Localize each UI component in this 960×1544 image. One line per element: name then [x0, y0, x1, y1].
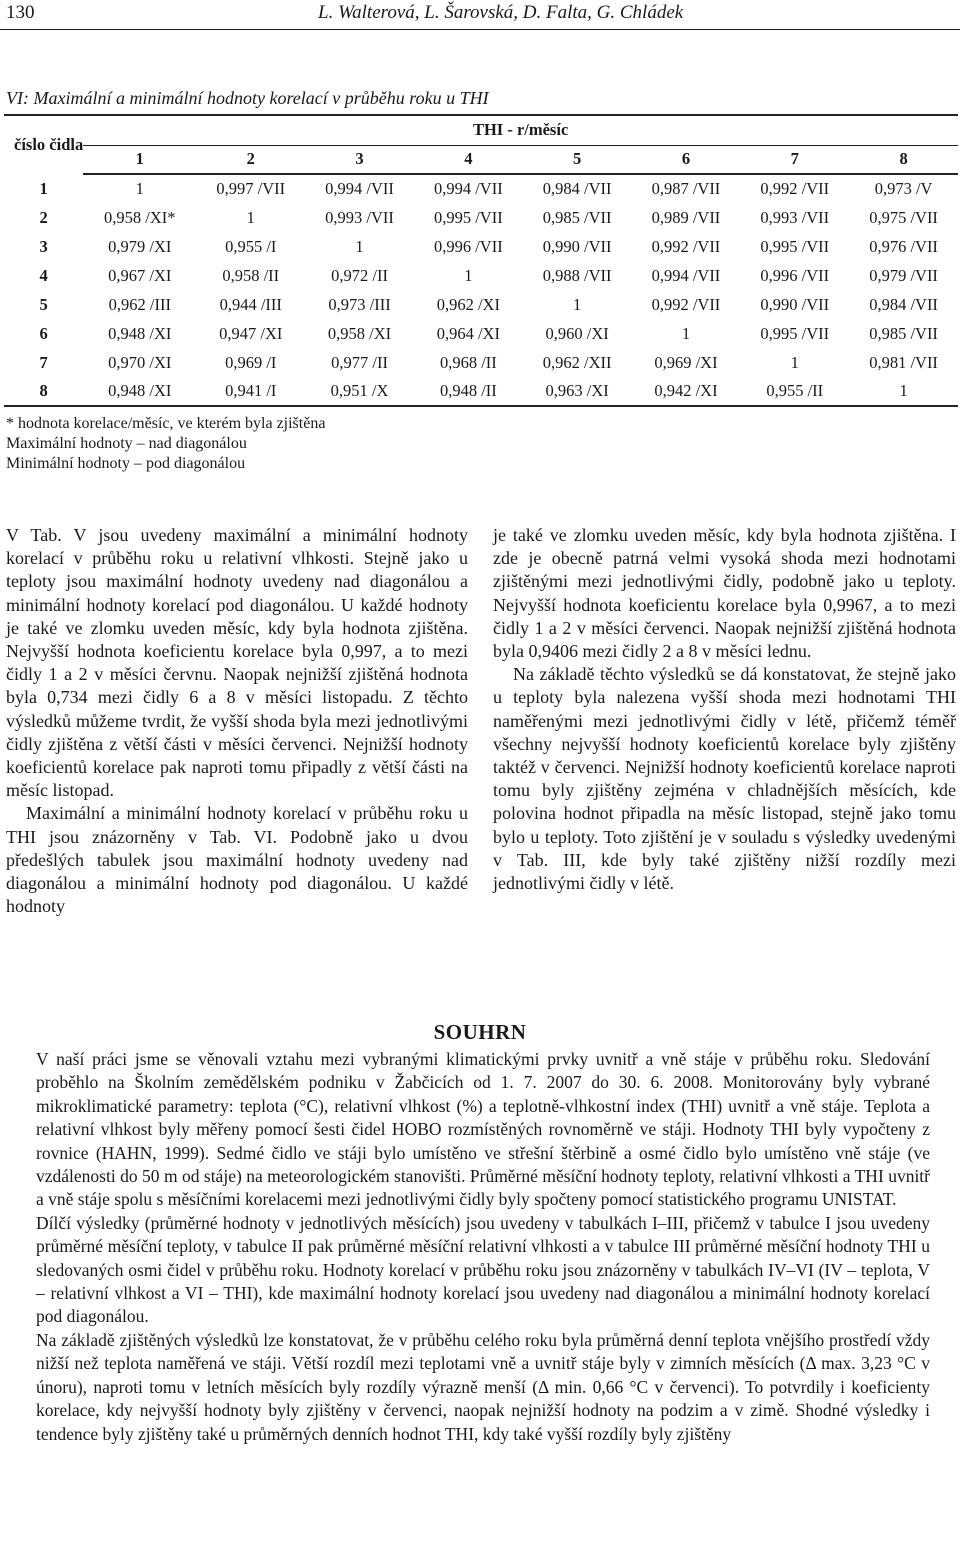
note-footnote: * hodnota korelace/měsíc, ve kterém byla zjištěna	[6, 415, 326, 432]
table-cell: 1	[464, 265, 473, 285]
row-header: 2	[39, 207, 48, 227]
column-header: 6	[632, 145, 741, 174]
page-header	[0, 0, 960, 30]
table-cell: 1	[246, 207, 255, 227]
paragraph: je také ve zlomku uveden měsíc, kdy byla hodnota zjištěna. I zde je obecně patrná velmi vysoká shoda mezi hodnotami zjištěnými mezi jednotlivými čidly, podobně jako u teploty. Nejvyšší hodnota koeficientu korelace byla 0,9967, a to mezi čidly 1 a 2 v měsíci červenci. Naopak nejnižší zjištěná hodnota byla 0,9406 mezi čidly 2 a 8 v měsíci lednu.	[493, 525, 956, 662]
table-caption: VI: Maximální a minimální hodnoty korelací v průběhu roku u THI	[6, 88, 489, 108]
column-header: 4	[414, 145, 523, 174]
table-row	[4, 174, 958, 203]
row-header: 1	[39, 178, 48, 198]
table-cell: 0,984 /VII	[869, 294, 938, 314]
row-header: 8	[4, 377, 83, 406]
table-cell: 0,996 /VII	[433, 236, 503, 256]
paragraph: V naší práci jsme se věnovali vztahu mezi vybranými klimatickými prvky uvnitř a vně stáje v průběhu roku. Sledování proběhlo na Školním zemědělském podniku v Žabčicích od 1. 7. 2007 do 30. 6. 2008. Monitorovány byly vybrané mikroklimatické parametry: teplota (°C), relativní vlhkost (%) a teplotně-vlhkostní index (THI) uvnitř a vně stáje. Teplota a relativní vlhkost byly měřeny pomocí šesti čidel HOBO rozmístěných rovnoměrně ve stáji. Hodnoty THI byly vypočteny z rovnice (HAHN, 1999). Sedmé čidlo ve stáji bylo umístěno ve střešní štěrbině a osmé čidlo bylo umístěno vně stáje (ve vzdálenosti do 50 m od stáje) na meteorologickém stanovišti. Průměrné měsíční hodnoty teploty, relativní vlhkosti a THI uvnitř a vně stáje spolu s měsíčními korelacemi mezi jednotlivými čidly byly spočteny pomocí statistického programu UNISTAT.	[36, 1049, 930, 1210]
paragraph: Na základě zjištěných výsledků lze konstatovat, že v průběhu celého roku byla průměrná denní teplota vnějšího prostředí vždy nižší než teplota naměřená ve stáji. Větší rozdíl mezi teplotami vně a uvnitř stáje byly v zimních měsících (Δ max. 3,23 °C v únoru), naproti tomu v letních měsících byly rozdíly výrazně menší (Δ min. 0,66 °C v červenci). To potvrdily i koeficienty korelace, kdy nejvyšší hodnoty byly zjištěny v červenci, naopak nejnižší hodnoty na podzim a v zimě. Shodné výsledky i tendence byly zjištěny také u průměrných denních hodnot THI, kdy také vyšší rozdíly byly zjištěny	[36, 1329, 930, 1444]
table-cell: 1	[681, 323, 691, 343]
table-cell: 0,993 /VII	[760, 207, 830, 227]
table-cell: 0,994 /VII	[651, 265, 721, 285]
table-row	[4, 261, 958, 290]
table-notes	[6, 414, 325, 474]
column-header-row	[4, 145, 958, 174]
table-row	[4, 232, 958, 261]
table-cell: 0,958 /II	[222, 265, 280, 285]
column-header: 3	[305, 145, 414, 174]
table-cell: 0,990 /VII	[760, 294, 830, 314]
column-header: 2	[196, 145, 305, 174]
body-column-right	[493, 524, 956, 895]
table-cell: 0,981 /VII	[869, 352, 938, 372]
table-cell: 0,989 /VII	[651, 207, 721, 227]
table-cell: 0,970 /XI	[108, 352, 172, 372]
note-minimum: Minimální hodnoty – pod diagonálou	[6, 455, 246, 472]
table-cell: 0,997 /VII	[216, 179, 286, 198]
table-cell: 0,979 /VII	[869, 265, 938, 285]
table-cell: 1	[573, 294, 582, 314]
table-cell: 0,976 /VII	[869, 236, 938, 256]
table-cell: 0,960 /XI	[545, 323, 609, 343]
table-cell: 0,992 /VII	[651, 236, 721, 256]
table-cell: 0,948 /XI	[108, 323, 172, 343]
table-cell: 0,988 /VII	[542, 265, 612, 285]
table-cell: 0,951 /X	[305, 377, 414, 406]
row-header: 7	[39, 352, 48, 372]
column-header: 7	[740, 145, 849, 174]
table-cell: 0,955 /I	[225, 236, 277, 256]
table-cell: 0,969 /XI	[654, 352, 718, 372]
table-cell: 0,973 /III	[328, 294, 391, 314]
column-header: 5	[523, 145, 632, 174]
page-number: 130	[6, 2, 35, 23]
souhrn-section	[36, 1048, 930, 1446]
table-cell: 0,972 /II	[331, 265, 388, 285]
paragraph: Maximální a minimální hodnoty korelací v průběhu roku u THI jsou znázorněny v Tab. VI. Podobně jako u dvou předešlých tabulek jsou maximální hodnoty uvedeny nad diagonálou a minimální hodnoty pod diagonálou. U každé hodnoty	[6, 803, 468, 917]
table-cell: 0,948 /XI	[83, 377, 196, 406]
table-cell: 0,995 /VII	[433, 207, 503, 227]
table-cell: 0,977 /II	[331, 352, 388, 372]
row-header: 6	[39, 323, 48, 343]
table-cell: 0,985 /VII	[542, 207, 612, 227]
table-row	[4, 290, 958, 319]
paragraph: Dílčí výsledky (průměrné hodnoty v jednotlivých měsících) jsou uvedeny v tabulkách I–III, přičemž v tabulce I jsou uvedeny průměrné měsíční teploty, v tabulce II pak průměrné měsíční relativní vlhkosti a v tabulce III průměrné měsíční hodnoty THI u sledovaných osmi čidel v průběhu roku. Hodnoty korelací v průběhu roku jsou znázorněny v tabulkách IV–VI (IV – teplota, V – relativní vlhkost a VI – THI), kde maximální hodnoty korelací jsou uvedeny nad diagonálou a minimální hodnoty korelací pod diagonálou.	[36, 1212, 930, 1327]
table-cell: 0,995 /VII	[760, 236, 830, 256]
running-head: L. Walterová, L. Šarovská, D. Falta, G. Chládek	[318, 2, 684, 23]
row-header: 4	[39, 265, 48, 285]
row-header: 3	[39, 236, 48, 256]
table-cell: 0,968 /II	[439, 352, 497, 372]
table-cell: 0,958 /XI*	[104, 207, 176, 227]
note-maximum: Maximální hodnoty – nad diagonálou	[6, 435, 247, 452]
table-cell: 0,963 /XI	[523, 377, 632, 406]
table-cell: 0,967 /XI	[108, 265, 172, 285]
row-header: 5	[39, 294, 48, 314]
table-cell: 0,973 /V	[874, 179, 933, 198]
corner-header: číslo čidla	[4, 115, 83, 174]
table-row	[4, 377, 958, 406]
column-header: 8	[849, 145, 958, 174]
table-cell: 0,962 /XII	[542, 352, 612, 372]
table-cell: 0,948 /II	[414, 377, 523, 406]
table-cell: 0,990 /VII	[542, 236, 612, 256]
table-cell: 0,994 /VII	[325, 179, 394, 198]
table-cell: 1	[355, 236, 364, 256]
group-header: THI - r/měsíc	[83, 115, 958, 145]
table-cell: 1	[135, 179, 144, 198]
table-cell: 0,995 /VII	[760, 323, 830, 343]
body-column-left	[6, 524, 468, 918]
correlation-table	[4, 114, 958, 407]
section-title-souhrn: SOUHRN	[433, 1020, 527, 1044]
table-cell: 0,958 /XI	[327, 323, 392, 343]
table-cell: 0,996 /VII	[760, 265, 830, 285]
table-cell: 0,941 /I	[196, 377, 305, 406]
table-cell: 0,979 /XI	[108, 236, 172, 256]
table-cell: 0,992 /VII	[760, 179, 830, 198]
table-cell: 0,984 /VII	[542, 179, 612, 198]
table-cell: 0,969 /I	[225, 352, 277, 372]
table-cell: 0,942 /XI	[632, 377, 741, 406]
table-cell: 1	[849, 377, 958, 406]
table-cell: 0,964 /XI	[436, 323, 500, 343]
table-cell: 0,987 /VII	[651, 179, 721, 198]
table-cell: 0,947 /XI	[219, 323, 283, 343]
paragraph: Na základě těchto výsledků se dá konstatovat, že stejně jako u teploty byla nalezena vyšší shoda mezi hodnotami THI naměřenými mezi jednotlivými čidly v létě, přičemž téměř všechny nejvyšší hodnoty koeficientů korelace byly zjištěny taktéž v červenci. Nejnižší hodnoty koeficientů korelace naproti tomu byly zjištěny zejména v chladnějších měsících, kde polovina hodnot připadla na měsíc listopad, stejně jako tomu bylo u teploty. Toto zjištění je v souladu s výsledky uvedenými v Tab. III, kde byly také zjištěny nižší rozdíly mezi jednotlivými čidly v létě.	[493, 664, 956, 894]
table-cell: 0,962 /III	[108, 294, 171, 314]
table-cell: 1	[790, 352, 799, 372]
table-cell: 0,975 /VII	[869, 207, 938, 227]
table-cell: 0,962 /XI	[436, 294, 500, 314]
table-cell: 0,985 /VII	[869, 323, 938, 343]
table-row	[4, 319, 958, 348]
table-row	[4, 203, 958, 232]
table-cell: 0,944 /III	[219, 294, 282, 314]
table-cell: 0,994 /VII	[433, 179, 503, 198]
table-cell: 0,993 /VII	[325, 207, 394, 227]
paragraph: V Tab. V jsou uvedeny maximální a minimální hodnoty korelací v průběhu roku u relativní vlhkosti. Stejně jako u teploty jsou maximální hodnoty uvedeny nad diagonálou a minimální hodnoty korelací pod diagonálou. U každé hodnoty je také ve zlomku uveden měsíc, kdy byla hodnota zjištěna. Nejvyšší hodnota koeficientu korelace byla 0,997, a to mezi čidly 1 a 2 v měsíci červnu. Naopak nejnižší zjištěná hodnota byla 0,734 mezi čidly 6 a 8 v měsíci listopadu. Z těchto výsledků můžeme tvrdit, že vyšší shoda byla mezi jednotlivými čidly zjištěna z větší části v měsíci červenci. Nejnižší hodnoty koeficientů korelace pak naproti tomu připadly z větší části na měsíc listopad.	[6, 525, 468, 801]
table-cell: 0,992 /VII	[651, 294, 721, 314]
column-header: 1	[83, 145, 196, 174]
table-cell: 0,955 /II	[740, 377, 849, 406]
table-row	[4, 348, 958, 377]
